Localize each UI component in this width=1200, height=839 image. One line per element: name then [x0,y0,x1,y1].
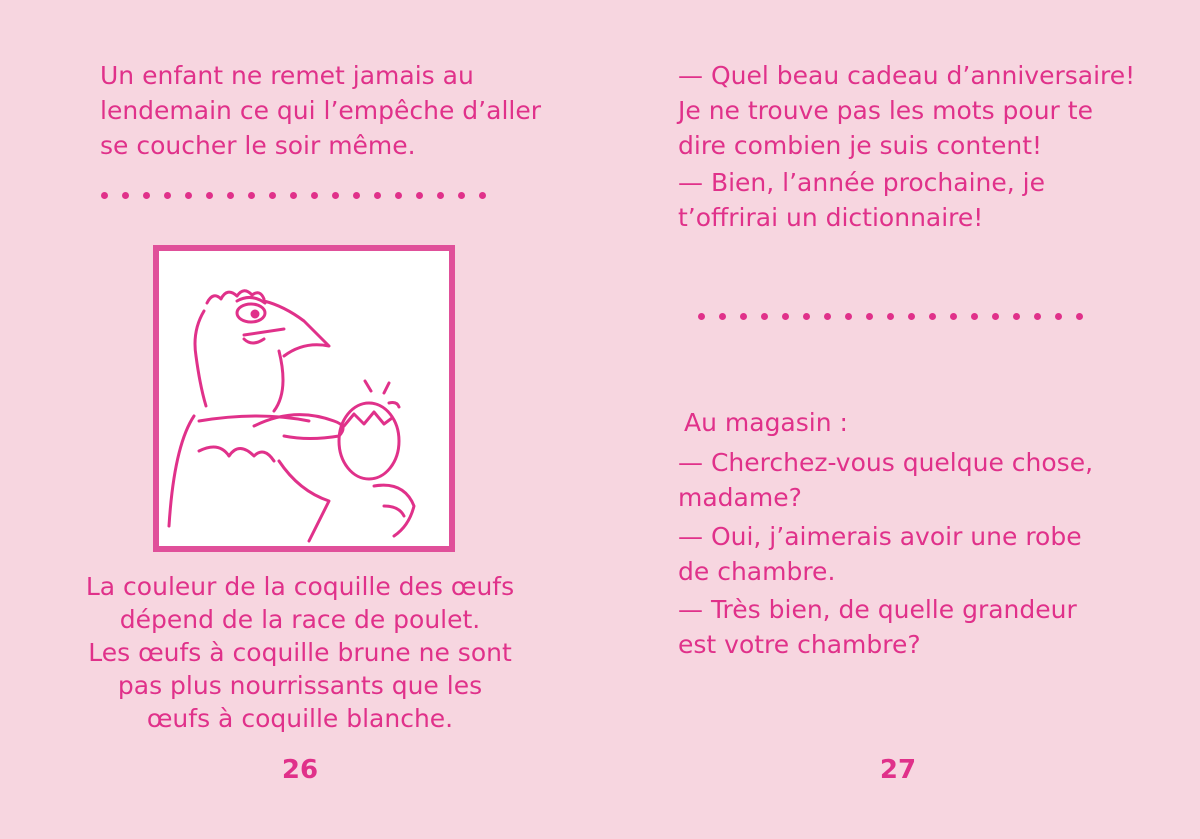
caption-line: œufs à coquille blanche. [146,704,454,733]
joke2-line-1 [678,445,1093,515]
dialogue-line: est votre chambre? [678,630,921,659]
joke2-line-3 [678,592,1077,662]
hen-fact-caption [50,570,550,735]
illustration-frame [153,245,455,552]
intro-line: se coucher le soir même. [100,131,416,160]
hen-with-egg-icon [159,251,449,546]
dialogue-line: — Très bien, de quelle grandeur [678,595,1077,624]
caption-line: La couleur de la coquille des œufs [85,572,515,601]
dialogue-line: madame? [678,483,802,512]
intro-line: Un enfant ne remet jamais au [100,61,474,90]
caption-line: dépend de la race de poulet. [119,605,481,634]
joke1-line-1 [678,58,1135,163]
caption-line: Les œufs à coquille brune ne sont [88,638,512,667]
page-number: 26 [281,755,319,785]
right-page [600,0,1200,839]
dialogue-line: — Cherchez-vous quelque chose, [678,448,1094,477]
dotted-separator [698,313,1097,320]
caption-line: pas plus nourrissants que les [117,671,483,700]
dialogue-line: dire combien je suis content! [678,131,1043,160]
joke2-line-2 [678,519,1082,589]
dialogue-line: de chambre. [678,557,836,586]
dotted-separator [101,192,500,199]
dialogue-line: Je ne trouve pas les mots pour te [678,96,1093,125]
joke2-title: Au magasin : [684,408,848,437]
page-number: 27 [879,755,917,785]
dialogue-line: — Quel beau cadeau d’anniversaire! [678,61,1136,90]
dialogue-line: — Bien, l’année prochaine, je [678,168,1045,197]
intro-line: lendemain ce qui l’empêche d’aller [100,96,541,125]
dialogue-line: — Oui, j’aimerais avoir une robe [678,522,1082,551]
joke1-line-2 [678,165,1045,235]
dialogue-line: t’offrirai un dictionnaire! [678,203,984,232]
intro-paragraph [100,58,541,163]
